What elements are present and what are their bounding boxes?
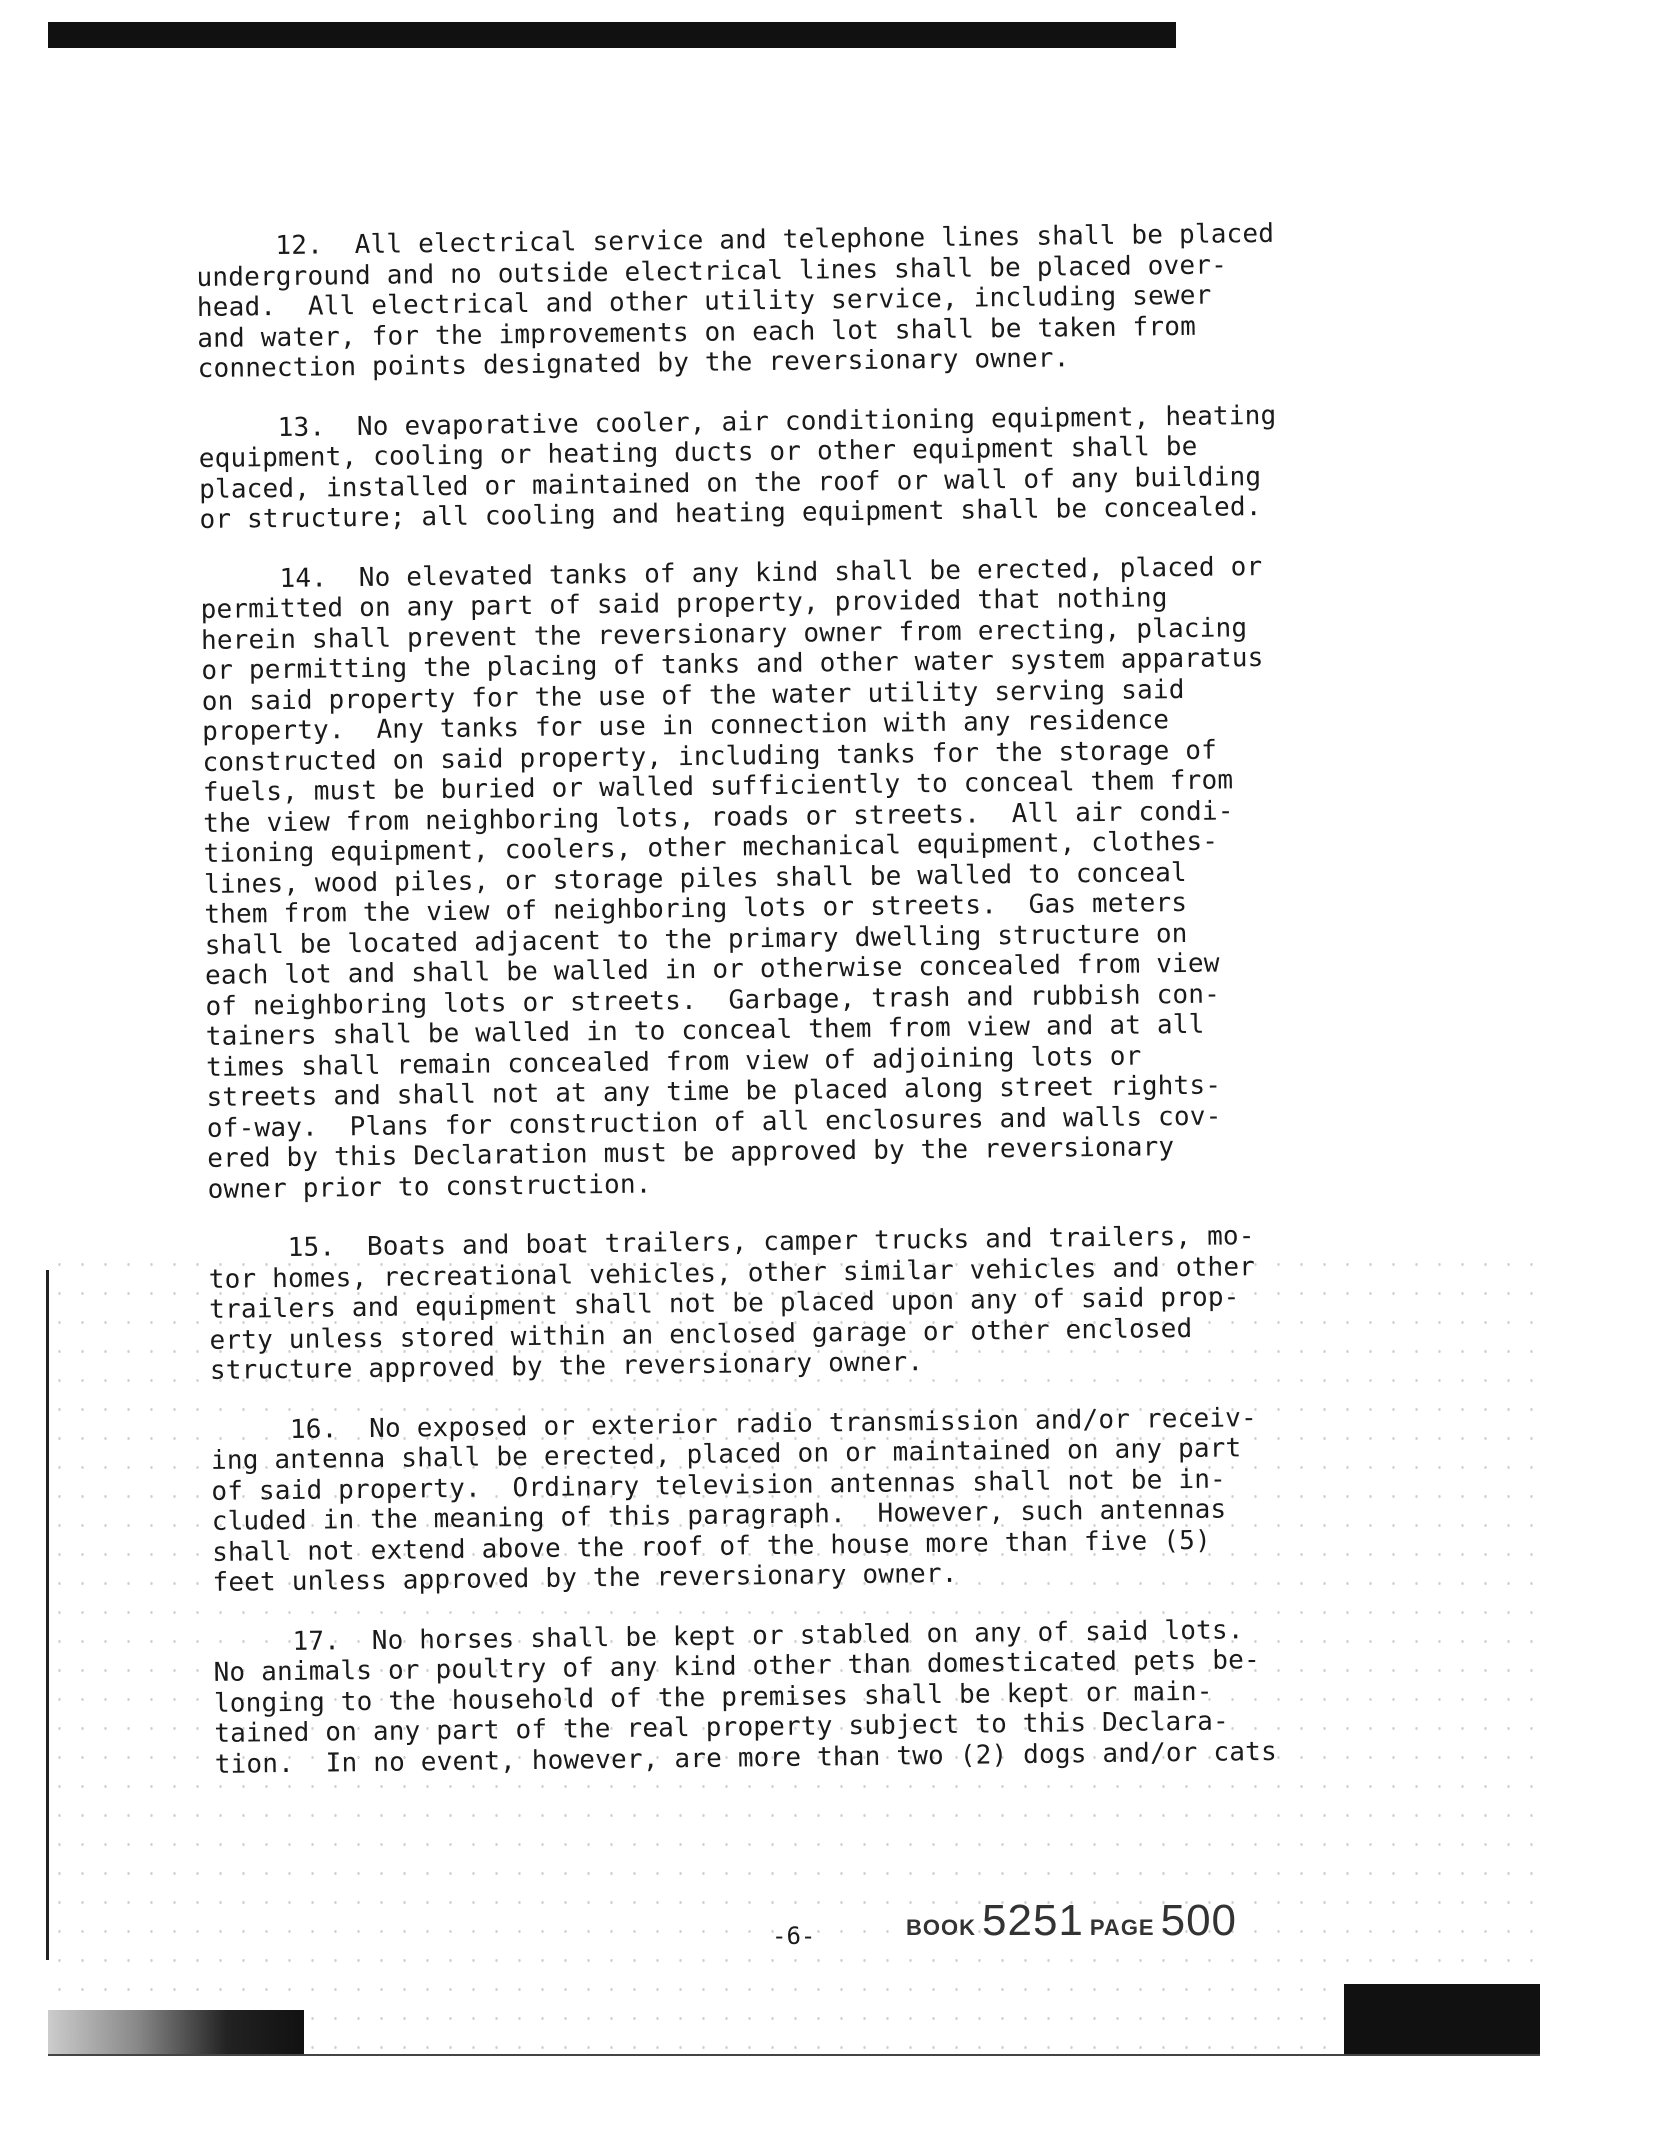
- paragraph-line: No animals or poultry of any kind other than domesticated pets be-: [213, 1645, 1261, 1688]
- paragraph-line: lines, wood piles, or storage piles shall be walled to conceal: [203, 857, 1187, 900]
- paragraph-line: fuels, must be buried or walled sufficiently to conceal them from: [202, 765, 1234, 808]
- paragraph-line: permitted on any part of said property, provided that nothing: [200, 583, 1168, 625]
- paragraph-line: or structure; all cooling and heating equipment shall be concealed.: [199, 492, 1262, 535]
- paragraph-line: cluded in the meaning of this paragraph. However, such antennas: [211, 1494, 1227, 1537]
- paragraph-line: 16. No exposed or exterior radio transmission and/or receiv-: [210, 1402, 1258, 1446]
- paragraph-line: 17. No horses shall be kept or stabled on any of said lots.: [213, 1614, 1244, 1658]
- paragraph-line: shall be located adjacent to the primary dwelling structure on: [204, 918, 1188, 961]
- paragraph-15: [208, 1219, 1420, 1386]
- page-number: -6-: [772, 1922, 816, 1950]
- paragraph-12: [196, 217, 1408, 384]
- paragraph-line: head. All electrical and other utility service, including sewer: [196, 280, 1212, 323]
- scan-top-border-thin: [380, 22, 1176, 27]
- paragraph-line: trailers and equipment shall not be placed upon any of said prop-: [208, 1282, 1240, 1325]
- paragraph-line: owner prior to construction.: [207, 1169, 652, 1205]
- paragraph-line: herein shall prevent the reversionary owner from erecting, placing: [200, 612, 1248, 656]
- paragraph-line: property. Any tanks for use in connection with any residence: [201, 705, 1170, 747]
- paragraph-line: each lot and shall be walled in or otherwise concealed from view: [204, 948, 1220, 991]
- paragraph-line: ered by this Declaration must be approved by the reversionary: [207, 1132, 1175, 1174]
- paragraph-line: placed, installed or maintained on the roof or wall of any building: [198, 461, 1262, 505]
- paragraph-line: longing to the household of the premises shall be kept or main-: [213, 1676, 1213, 1719]
- paragraph-line: on said property for the use of the water utility serving said: [201, 674, 1185, 717]
- paragraph-line: tainers shall be walled in to conceal them from view and at all: [205, 1009, 1205, 1052]
- page-value: 500: [1160, 1896, 1238, 1945]
- paragraph-line: constructed on said property, including tanks for the storage of: [202, 735, 1218, 778]
- paragraph-line: tioning equipment, coolers, other mechanical equipment, clothes-: [203, 826, 1219, 869]
- paragraph-line: or permitting the placing of tanks and other water system apparatus: [201, 642, 1264, 686]
- scan-bottom-left-mark: [48, 2010, 304, 2054]
- paragraph-line: of neighboring lots or streets. Garbage, trash and rubbish con-: [205, 979, 1221, 1022]
- paragraph-line: streets and shall not at any time be placed along street rights-: [206, 1070, 1222, 1113]
- paragraph-line: tained on any part of the real property subject to this Declara-: [214, 1706, 1230, 1749]
- paragraph-line: underground and no outside electrical lines shall be placed over-: [196, 249, 1228, 293]
- paragraph-14: [200, 550, 1418, 1205]
- paragraph-line: erty unless stored within an enclosed garage or other enclosed: [209, 1313, 1193, 1356]
- paragraph-13: [198, 399, 1409, 536]
- book-label: BOOK: [906, 1915, 976, 1940]
- paragraph-line: tion. In no event, however, are more than two (2) dogs and/or cats: [214, 1736, 1278, 1780]
- paragraph-line: 15. Boats and boat trailers, camper trucks and trailers, mo-: [208, 1221, 1255, 1264]
- paragraph-line: and water, for the improvements on each lot shall be taken from: [197, 311, 1197, 354]
- paragraph-line: feet unless approved by the reversionary owner.: [212, 1558, 958, 1598]
- paragraph-line: them from the view of neighboring lots or streets. Gas meters: [204, 887, 1188, 930]
- paragraph-line: 12. All electrical service and telephone lines shall be placed: [196, 218, 1275, 262]
- paragraph-line: 13. No evaporative cooler, air conditioning equipment, heating: [198, 400, 1277, 444]
- paragraph-line: of said property. Ordinary television antennas shall not be in-: [211, 1464, 1227, 1507]
- paragraph-line: times shall remain concealed from view of adjoining lots or: [206, 1041, 1142, 1083]
- paragraph-line: shall not extend above the roof of the house more than five (5): [211, 1525, 1212, 1568]
- paragraph-16: [210, 1401, 1422, 1599]
- paragraph-line: equipment, cooling or heating ducts or other equipment shall be: [198, 431, 1198, 474]
- paragraph-line: of-way. Plans for construction of all enclosures and walls cov-: [206, 1101, 1222, 1144]
- paragraph-line: tor homes, recreational vehicles, other similar vehicles and other: [208, 1251, 1256, 1295]
- document-body: [196, 217, 1425, 1809]
- page-label: PAGE: [1089, 1915, 1155, 1940]
- paragraph-line: the view from neighboring lots, roads or streets. All air condi-: [203, 795, 1234, 839]
- scan-bottom-right-mark: [1344, 1984, 1540, 2056]
- paragraph-17: [213, 1613, 1425, 1780]
- scan-bottom-edge: [48, 2054, 1540, 2056]
- paragraph-line: ing antenna shall be erected, placed on or maintained on any part: [210, 1433, 1242, 1476]
- paragraph-line: connection points designated by the reversionary owner.: [197, 343, 1070, 384]
- paragraph-line: structure approved by the reversionary owner.: [209, 1347, 924, 1386]
- recording-stamp: [906, 1896, 1237, 1946]
- book-number: 5251: [982, 1896, 1084, 1945]
- paragraph-line: 14. No elevated tanks of any kind shall be erected, placed or: [200, 551, 1263, 595]
